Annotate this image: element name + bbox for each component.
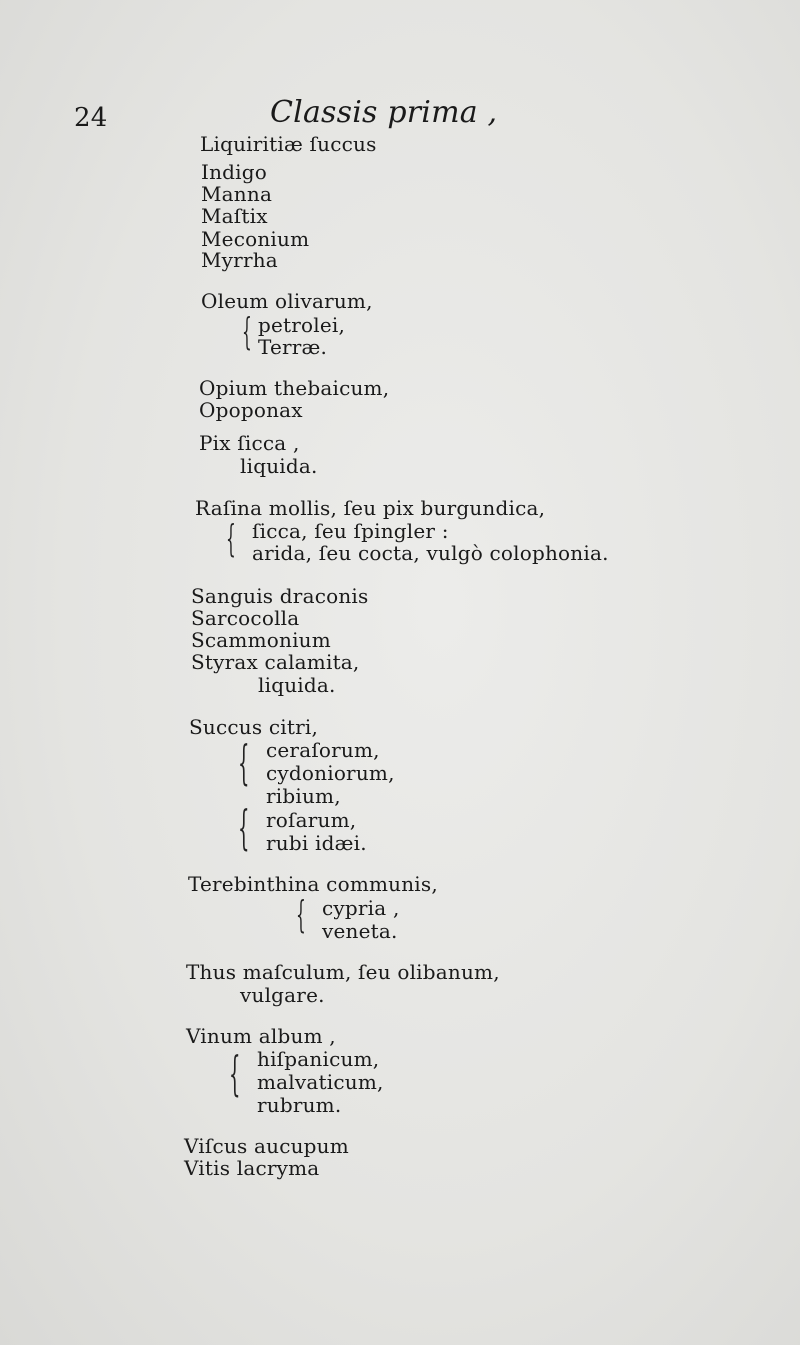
entry-terebinthina-veneta: veneta. xyxy=(322,919,398,943)
entry-thus-vulgare: vulgare. xyxy=(240,983,325,1007)
page-title: Classis prima , xyxy=(270,95,498,130)
entry-vinum-hispanicum: hiſpanicum, xyxy=(257,1047,380,1071)
entry-sarcocolla: Sarcocolla xyxy=(191,606,300,630)
entry-thus: Thus maſculum, ſeu olibanum, xyxy=(186,960,500,984)
entry-styrax-liquida: liquida. xyxy=(258,673,336,697)
entry-terebinthina-cypria: cypria , xyxy=(322,896,400,920)
entry-manna: Manna xyxy=(201,182,273,206)
brace-succus-2: { xyxy=(238,801,250,856)
entry-pix-liquida: liquida. xyxy=(240,454,318,478)
brace-succus-1: { xyxy=(238,736,250,791)
entry-scammonium: Scammonium xyxy=(191,628,331,652)
entry-rasina: Raſina mollis, ſeu pix burgundica, xyxy=(195,496,546,520)
entry-succus-ribium: ribium, xyxy=(266,784,341,808)
entry-viscus: Viſcus aucupum xyxy=(184,1134,349,1158)
entry-rasina-sicca: ſicca, ſeu ſpingler : xyxy=(252,519,449,543)
entry-oleum: Oleum olivarum, xyxy=(201,289,373,313)
entry-terebinthina: Terebinthina communis, xyxy=(188,872,438,896)
entry-vitis: Vitis lacryma xyxy=(184,1156,320,1180)
entry-myrrha: Myrrha xyxy=(201,248,278,272)
entry-oleum-petrolei: petrolei, xyxy=(258,313,346,337)
page-number: 24 xyxy=(74,103,108,133)
brace-vinum: { xyxy=(229,1047,241,1102)
entry-meconium: Meconium xyxy=(201,227,310,251)
brace-terebinthina: { xyxy=(296,895,306,938)
entry-indigo: Indigo xyxy=(201,160,268,184)
brace-rasina: { xyxy=(226,519,236,562)
entry-oleum-terrae: Terræ. xyxy=(258,335,328,359)
entry-liquiritiae: Liquiritiæ ſuccus xyxy=(200,132,377,156)
entry-opoponax: Opoponax xyxy=(199,398,303,422)
entry-succus: Succus citri, xyxy=(189,715,319,739)
entry-succus-cydoniorum: cydoniorum, xyxy=(266,761,395,785)
entry-rasina-arida: arida, ſeu cocta, vulgò colophonia. xyxy=(252,541,609,565)
entry-vinum-malvaticum: malvaticum, xyxy=(257,1070,384,1094)
entry-vinum-rubrum: rubrum. xyxy=(257,1093,342,1117)
entry-sanguis: Sanguis draconis xyxy=(191,584,369,608)
entry-styrax: Styrax calamita, xyxy=(191,650,360,674)
entry-mastix: Maſtix xyxy=(201,204,268,228)
entry-pix: Pix ſicca , xyxy=(199,431,300,455)
brace-oleum: { xyxy=(242,312,252,355)
entry-opium: Opium thebaicum, xyxy=(199,376,390,400)
entry-succus-rosarum: roſarum, xyxy=(266,808,357,832)
entry-vinum: Vinum album , xyxy=(186,1024,336,1048)
entry-succus-cerasorum: ceraſorum, xyxy=(266,738,380,762)
entry-succus-rubi: rubi idæi. xyxy=(266,831,367,855)
